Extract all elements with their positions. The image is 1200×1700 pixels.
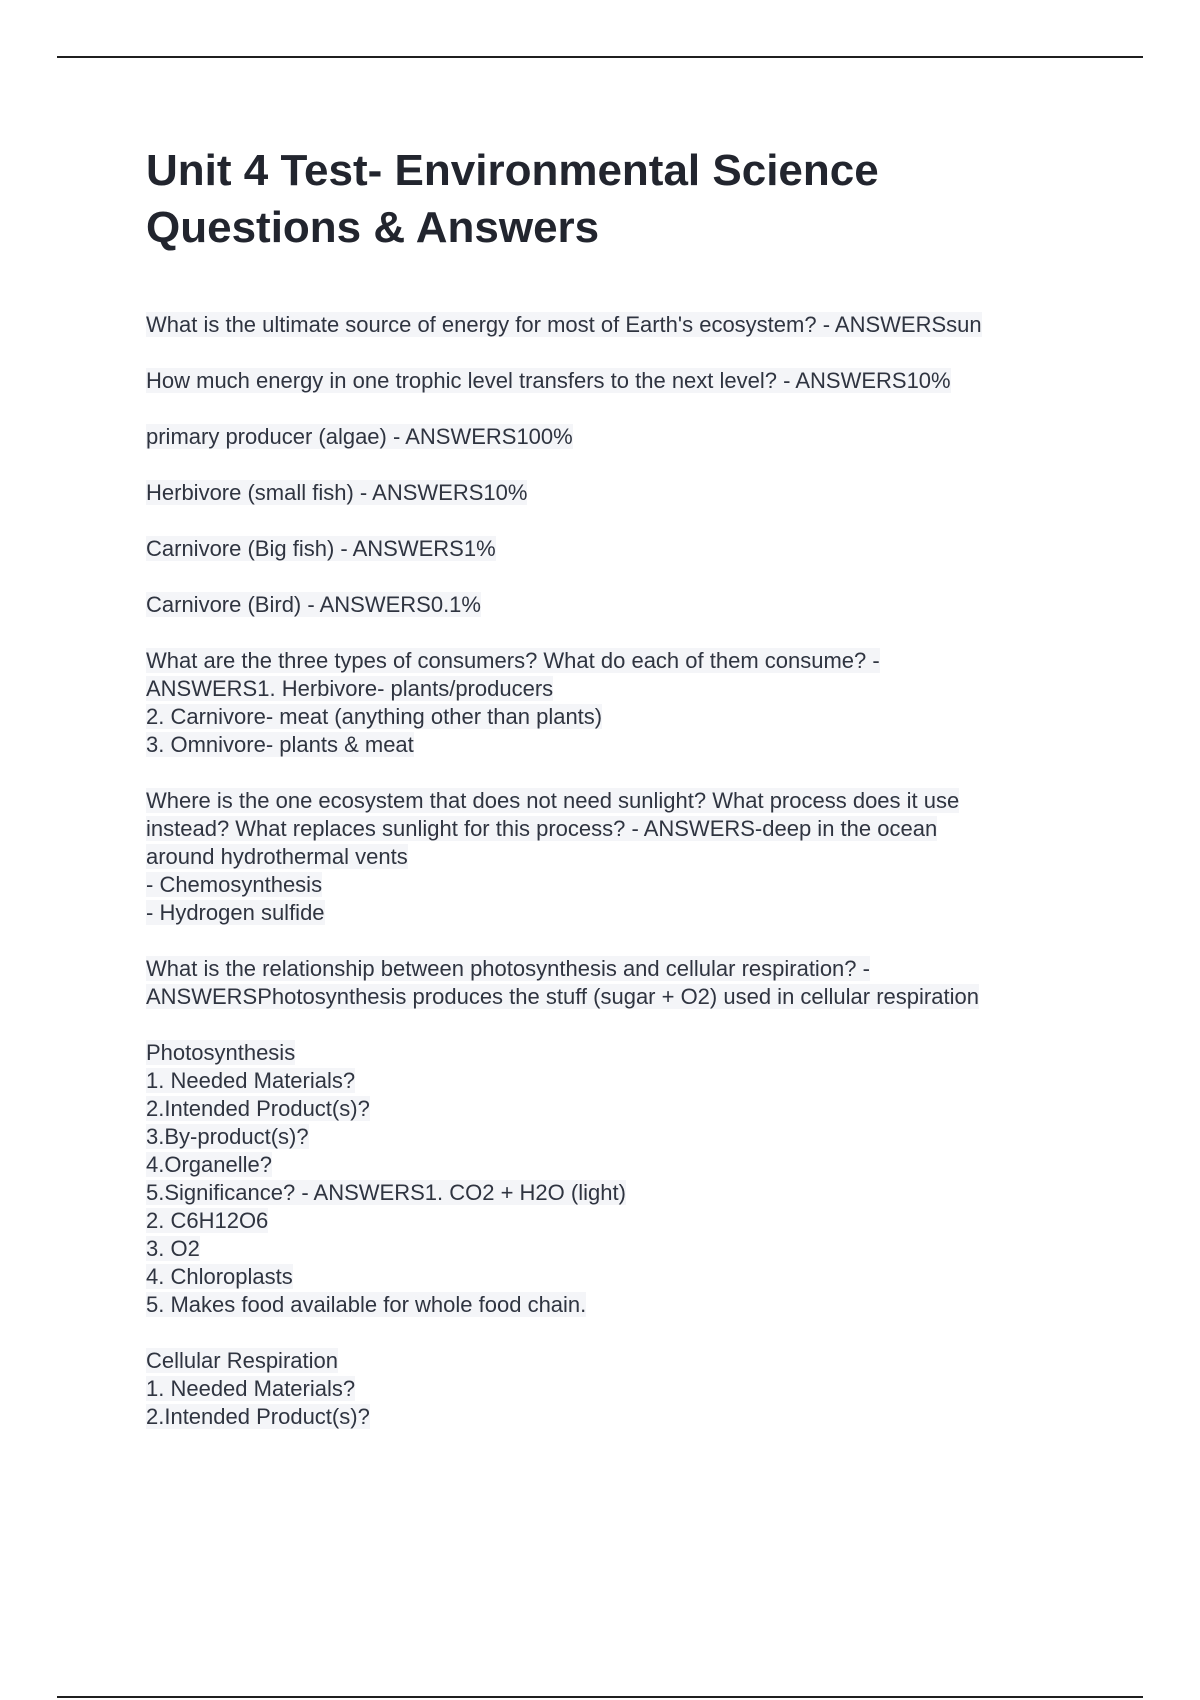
qa-line: 3. O2 (146, 1236, 200, 1261)
bottom-rule (57, 1696, 1143, 1698)
qa-item (146, 367, 1086, 395)
qa-line: - Chemosynthesis (146, 872, 323, 897)
qa-line: How much energy in one trophic level transfers to the next level? - ANSWERS10% (146, 368, 951, 393)
qa-line: Herbivore (small fish) - ANSWERS10% (146, 480, 528, 505)
qa-item (146, 311, 1086, 339)
qa-line: Carnivore (Big fish) - ANSWERS1% (146, 536, 496, 561)
qa-line: 3. Omnivore- plants & meat (146, 732, 414, 757)
qa-item (146, 535, 1086, 563)
qa-line: ANSWERSPhotosynthesis produces the stuff (sugar + O2) used in cellular respiration (146, 984, 979, 1009)
qa-line: Where is the one ecosystem that does not need sunlight? What process does it use (146, 788, 960, 813)
qa-item (146, 647, 1086, 759)
qa-item (146, 591, 1086, 619)
qa-line: primary producer (algae) - ANSWERS100% (146, 424, 573, 449)
qa-line: 2.Intended Product(s)? (146, 1404, 370, 1429)
qa-line: 5. Makes food available for whole food chain. (146, 1292, 587, 1317)
qa-line: Cellular Respiration (146, 1348, 338, 1373)
qa-item (146, 955, 1086, 1011)
qa-item (146, 1347, 1086, 1431)
qa-line: What are the three types of consumers? What do each of them consume? - (146, 648, 880, 673)
qa-item (146, 787, 1086, 927)
qa-line: 2. Carnivore- meat (anything other than plants) (146, 704, 603, 729)
qa-line: 1. Needed Materials? (146, 1068, 356, 1093)
document-body (146, 142, 1086, 1459)
qa-line: - Hydrogen sulfide (146, 900, 325, 925)
qa-line: 4.Organelle? (146, 1152, 272, 1177)
qa-item (146, 479, 1086, 507)
qa-item (146, 423, 1086, 451)
qa-line: 4. Chloroplasts (146, 1264, 293, 1289)
qa-line: What is the relationship between photosynthesis and cellular respiration? - (146, 956, 870, 981)
qa-list (146, 311, 1086, 1431)
top-rule (57, 56, 1143, 58)
qa-line: around hydrothermal vents (146, 844, 408, 869)
qa-line: 2. C6H12O6 (146, 1208, 269, 1233)
qa-item (146, 1039, 1086, 1319)
qa-line: 1. Needed Materials? (146, 1376, 356, 1401)
title-line-1: Unit 4 Test- Environmental Science (146, 146, 879, 195)
qa-line: What is the ultimate source of energy for most of Earth's ecosystem? - ANSWERSsun (146, 312, 982, 337)
qa-line: Carnivore (Bird) - ANSWERS0.1% (146, 592, 481, 617)
title-line-2: Questions & Answers (146, 203, 600, 252)
qa-line: 3.By-product(s)? (146, 1124, 309, 1149)
qa-line: 5.Significance? - ANSWERS1. CO2 + H2O (light) (146, 1180, 626, 1205)
qa-line: 2.Intended Product(s)? (146, 1096, 370, 1121)
qa-line: ANSWERS1. Herbivore- plants/producers (146, 676, 554, 701)
qa-line: instead? What replaces sunlight for this process? - ANSWERS-deep in the ocean (146, 816, 938, 841)
qa-line: Photosynthesis (146, 1040, 296, 1065)
document-title (146, 142, 1086, 256)
